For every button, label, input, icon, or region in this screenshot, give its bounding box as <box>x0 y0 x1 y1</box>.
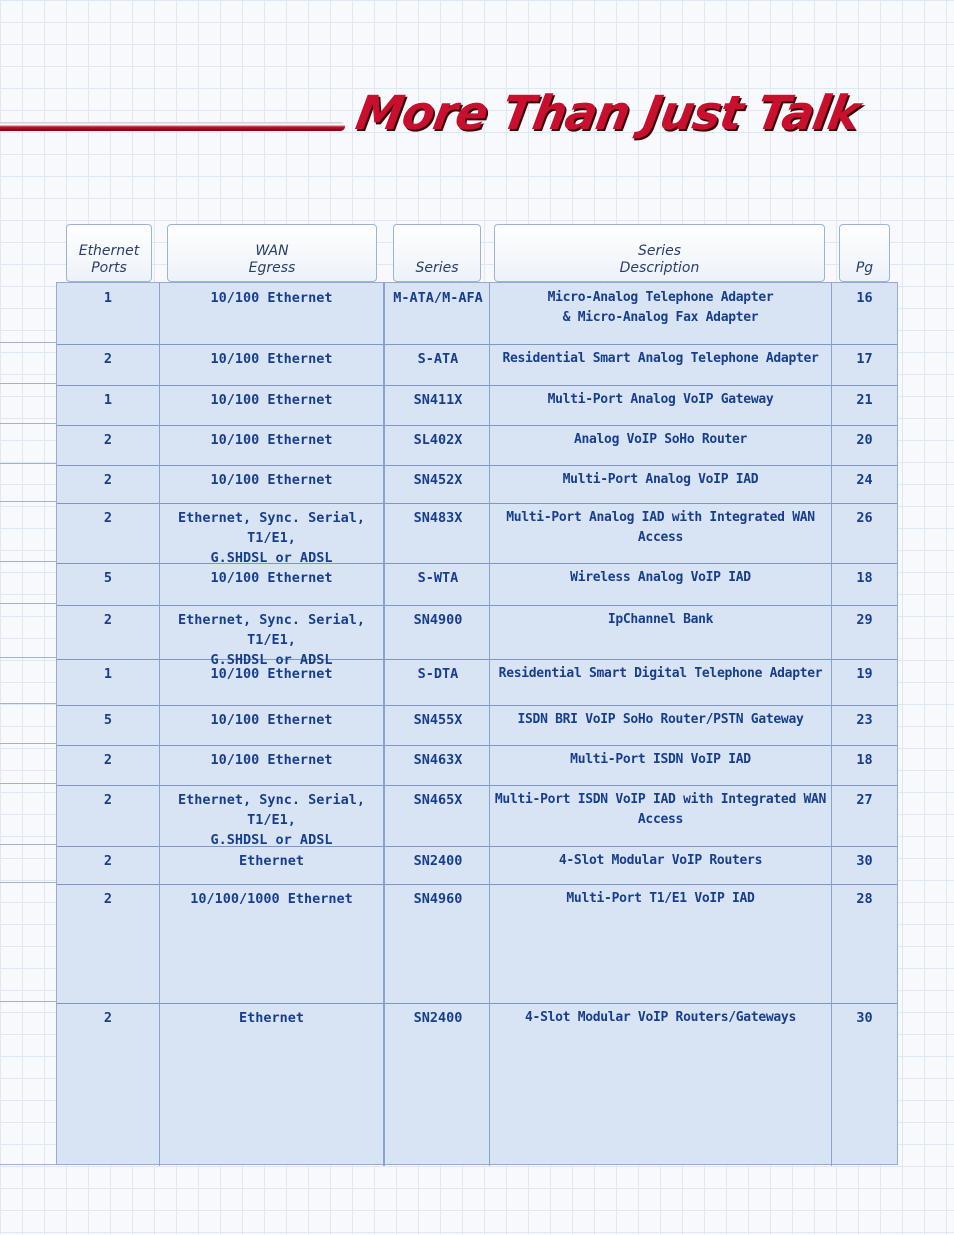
description-cell: Multi-Port T1/E1 VoIP IAD <box>490 884 832 1003</box>
description-cell: Multi-Port Analog VoIP Gateway <box>490 385 832 425</box>
wan-egress-cell: 10/100 Ethernet <box>160 705 385 745</box>
series-cell: M-ATA/M-AFA <box>387 283 490 344</box>
series-cell: SN4960 <box>387 884 490 1003</box>
row-stub-line <box>0 783 56 784</box>
pg-cell: 30 <box>856 1010 873 1026</box>
series-cell: SN452X <box>387 465 490 503</box>
pg-cell: 21 <box>856 392 873 408</box>
row-stub-line <box>0 882 56 883</box>
page-title: More Than Just Talk <box>351 86 864 141</box>
pg-cell: 30 <box>856 853 873 869</box>
table-row <box>57 659 897 706</box>
ethernet-ports-cell: 2 <box>57 425 160 465</box>
series-cell: SN463X <box>387 745 490 785</box>
wan-egress-cell: 10/100 Ethernet <box>160 425 385 465</box>
row-stub-line <box>0 703 56 704</box>
table-row <box>57 785 897 847</box>
ethernet-ports-cell: 5 <box>57 705 160 745</box>
wan-egress-cell: 10/100 Ethernet <box>160 465 385 503</box>
table-row <box>57 283 897 345</box>
wan-egress-cell: 10/100 Ethernet <box>160 385 385 425</box>
description-cell: IpChannel Bank <box>490 605 832 659</box>
ethernet-ports-cell: 2 <box>57 605 160 659</box>
table-row <box>57 705 897 746</box>
description-cell: Multi-Port ISDN VoIP IAD <box>490 745 832 785</box>
ethernet-ports-cell: 2 <box>57 884 160 1003</box>
wan-egress-cell: Ethernet <box>160 846 385 884</box>
ethernet-ports-cell: 2 <box>57 465 160 503</box>
description-cell: 4-Slot Modular VoIP Routers/Gateways <box>490 1003 832 1166</box>
series-cell: S-ATA <box>387 344 490 385</box>
row-stub-line <box>0 844 56 845</box>
ethernet-ports-cell: 2 <box>57 846 160 884</box>
description-cell: Analog VoIP SoHo Router <box>490 425 832 465</box>
pg-cell: 26 <box>856 510 873 526</box>
row-stub-line <box>0 743 56 744</box>
header-wan-egress: WAN Egress <box>167 224 377 282</box>
header-series-description: Series Description <box>494 224 825 282</box>
description-cell: Residential Smart Analog Telephone Adapter <box>490 344 832 385</box>
header-series: Series <box>393 224 481 282</box>
description-cell: Wireless Analog VoIP IAD <box>490 563 832 605</box>
table-row <box>57 385 897 426</box>
ethernet-ports-cell: 2 <box>57 1003 160 1166</box>
description-cell: Multi-Port Analog VoIP IAD <box>490 465 832 503</box>
series-cell: S-WTA <box>387 563 490 605</box>
pg-cell: 19 <box>856 666 873 682</box>
wan-egress-cell: Ethernet, Sync. Serial, T1/E1, G.SHDSL or ADSL <box>160 785 385 846</box>
ethernet-ports-cell: 2 <box>57 745 160 785</box>
wan-egress-cell: Ethernet <box>160 1003 385 1166</box>
series-cell: SN2400 <box>387 846 490 884</box>
row-stub-line <box>0 657 56 658</box>
ethernet-ports-cell: 2 <box>57 503 160 563</box>
row-stub-line <box>0 561 56 562</box>
row-stub-line <box>0 501 56 502</box>
wan-egress-cell: 10/100 Ethernet <box>160 283 385 344</box>
table-row <box>57 1003 897 1166</box>
description-cell: 4-Slot Modular VoIP Routers <box>490 846 832 884</box>
row-stub-line <box>0 342 56 343</box>
series-cell: SN455X <box>387 705 490 745</box>
header-ethernet-ports: Ethernet Ports <box>66 224 152 282</box>
pg-cell: 28 <box>856 891 873 907</box>
row-stub-line <box>0 383 56 384</box>
series-cell: SN4900 <box>387 605 490 659</box>
description-cell: Multi-Port Analog IAD with Integrated WAN Access <box>490 503 832 563</box>
series-cell: SN411X <box>387 385 490 425</box>
table-row <box>57 846 897 885</box>
ethernet-ports-cell: 2 <box>57 344 160 385</box>
table-row <box>57 884 897 1004</box>
banner-line <box>0 122 345 131</box>
row-stub-line <box>0 1001 56 1002</box>
row-stub-line <box>0 1164 56 1165</box>
table-row <box>57 344 897 386</box>
ethernet-ports-cell: 1 <box>57 283 160 344</box>
table-row <box>57 465 897 504</box>
row-stub-line <box>0 423 56 424</box>
table-row <box>57 425 897 466</box>
pg-cell: 17 <box>856 351 873 367</box>
row-stub-line <box>0 603 56 604</box>
description-cell: Micro-Analog Telephone Adapter & Micro-Analog Fax Adapter <box>490 283 832 344</box>
wan-egress-cell: 10/100 Ethernet <box>160 344 385 385</box>
pg-cell: 23 <box>856 712 873 728</box>
pg-cell: 16 <box>856 290 873 306</box>
table-row <box>57 605 897 668</box>
series-cell: SN2400 <box>387 1003 490 1166</box>
wan-egress-cell: 10/100 Ethernet <box>160 563 385 605</box>
wan-egress-cell: Ethernet, Sync. Serial, T1/E1, G.SHDSL or ADSL <box>160 605 385 659</box>
description-cell: Multi-Port ISDN VoIP IAD with Integrated WAN Access <box>490 785 832 846</box>
wan-egress-cell: 10/100 Ethernet <box>160 745 385 785</box>
series-cell: SL402X <box>387 425 490 465</box>
header-pg: Pg <box>839 224 890 282</box>
table-row <box>57 563 897 606</box>
wan-egress-cell: 10/100 Ethernet <box>160 659 385 705</box>
table-row <box>57 503 897 564</box>
row-stub-line <box>0 463 56 464</box>
table-row <box>57 745 897 786</box>
ethernet-ports-cell: 1 <box>57 659 160 705</box>
ethernet-ports-cell: 5 <box>57 563 160 605</box>
wan-egress-cell: 10/100/1000 Ethernet <box>160 884 385 1003</box>
pg-cell: 18 <box>856 752 873 768</box>
pg-cell: 27 <box>856 792 873 808</box>
series-cell: S-DTA <box>387 659 490 705</box>
description-cell: Residential Smart Digital Telephone Adapter <box>490 659 832 705</box>
wan-egress-cell: Ethernet, Sync. Serial, T1/E1, G.SHDSL or ADSL <box>160 503 385 563</box>
series-cell: SN483X <box>387 503 490 563</box>
pg-cell: 18 <box>856 570 873 586</box>
product-table <box>56 282 898 1165</box>
pg-cell: 24 <box>856 472 873 488</box>
description-cell: ISDN BRI VoIP SoHo Router/PSTN Gateway <box>490 705 832 745</box>
series-cell: SN465X <box>387 785 490 846</box>
pg-cell: 20 <box>856 432 873 448</box>
pg-cell: 29 <box>856 612 873 628</box>
ethernet-ports-cell: 1 <box>57 385 160 425</box>
ethernet-ports-cell: 2 <box>57 785 160 846</box>
